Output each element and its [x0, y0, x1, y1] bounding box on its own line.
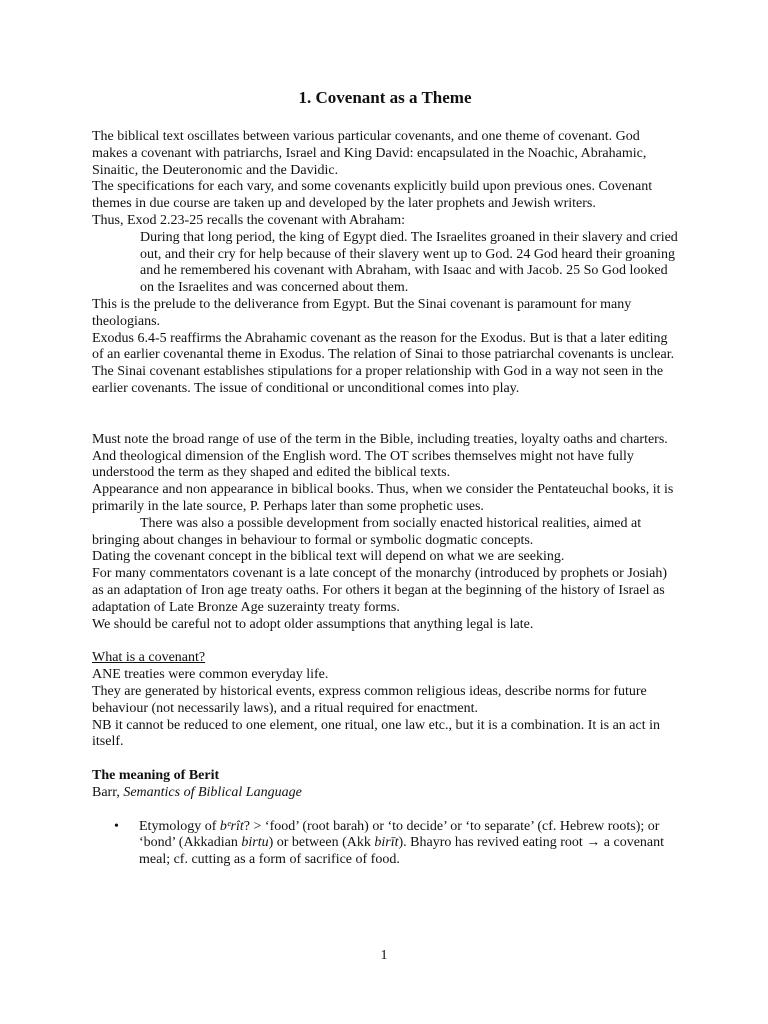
paragraph-generated: They are generated by historical events, express common religious ideas, describe norms for future behaviour (not necessarily laws), and a ritual required for enactment.	[92, 683, 647, 716]
list-text: Etymology of	[139, 818, 220, 834]
section-heading-what-is-covenant: What is a covenant?	[92, 650, 206, 666]
paragraph-exodus-intro: Thus, Exod 2.23-25 recalls the covenant with Abraham:	[92, 212, 405, 228]
akkadian-term: birtu	[241, 835, 269, 851]
paragraph-term-range: Must note the broad range of use of the term in the Bible, including treaties, loyalty oaths and charters. And theological dimension of the English word. The OT scribes themselves might not have fully understood the term as they shaped and edited the biblical texts.	[92, 431, 668, 481]
hebrew-term: bᵉrît	[219, 818, 244, 834]
page-number: 1	[380, 948, 388, 963]
paragraph-exodus-6: Exodus 6.4-5 reaffirms the Abrahamic covenant as the reason for the Exodus. But is that a later editing of an earlier covenantal theme in Exodus. The relation of Sinai to those patriarchal covenants is unclear. The Sinai covenant establishes stipulations for a proper relationship with God in a way not seen in the earlier covenants. The issue of conditional or unconditional comes into play.	[92, 330, 675, 396]
akkadian-term: birīt	[374, 835, 399, 851]
right-arrow-icon: →	[586, 835, 601, 851]
list-text: ) or between (Akk	[268, 835, 375, 851]
block-quote-exodus: During that long period, the king of Egypt died. The Israelites groaned in their slavery and cried out, and their cry for help because of their slavery went up to God. 24 God heard their groaning and he remembered his covenant with Abraham, with Isaac and with Jacob. 25 So God looked on the Israelites and was concerned about them.	[140, 229, 678, 296]
list-text: a covenant meal; cf. cutting as a form of sacrifice of food.	[139, 835, 665, 868]
citation-author: Barr,	[92, 784, 124, 800]
paragraph-appearance: Appearance and non appearance in biblical books. Thus, when we consider the Pentateuchal books, it is primarily in the late source, P. Perhaps later than some prophetic uses.	[92, 482, 674, 514]
page-title: 1. Covenant as a Theme	[298, 88, 472, 107]
paragraph-nb: NB it cannot be reduced to one element, one ritual, one law etc., but it is a combination. It is an act in itself.	[92, 717, 660, 750]
spacer	[92, 751, 678, 768]
bullet-icon: •	[114, 818, 119, 834]
citation	[92, 785, 678, 802]
paragraph-commentators: For many commentators covenant is a late concept of the monarchy (introduced by prophets or Josiah) as an adaptation of Iron age treaty oaths. For others it began at the beginning of the history of Israel as adaptation of Late Bronze Age suzerainty treaty forms.	[92, 566, 667, 615]
list-text: ). Bhayro has revived eating root	[398, 835, 587, 851]
paragraph-specifications: The specifications for each vary, and some covenants explicitly build upon previous ones. Covenant themes in due course are taken up and developed by the later prophets and Jewish writers.	[92, 179, 653, 212]
list-text: ? > ‘food’ (root barah) or ‘to decide’ or ‘to separate’ (cf. Hebrew roots); or ‘bond’ (Akkadian	[139, 818, 660, 851]
paragraph-caution: We should be careful not to adopt older assumptions that anything legal is late.	[92, 616, 534, 632]
paragraph-development: There was also a possible development from socially enacted historical realities, aimed at bringing about changes in behaviour to formal or symbolic dogmatic concepts.	[92, 515, 642, 548]
paragraph-ane-treaties: ANE treaties were common everyday life.	[92, 667, 329, 683]
bullet-list	[92, 819, 678, 869]
paragraph-prelude: This is the prelude to the deliverance from Egypt. But the Sinai covenant is paramount for many theologians.	[92, 296, 632, 329]
spacer	[92, 633, 678, 650]
paragraph-covenants-intro: The biblical text oscillates between various particular covenants, and one theme of covenant. God makes a covenant with patriarchs, Israel and King David: encapsulated in the Noachic, Abrahamic, Sinaitic, the Deuteronomic and the Davidic.	[92, 129, 647, 178]
spacer	[92, 398, 678, 432]
paragraph-dating: Dating the covenant concept in the biblical text will depend on what we are seeking.	[92, 549, 565, 565]
list-item	[92, 819, 678, 869]
section-heading-meaning-of-berit: The meaning of Berit	[92, 768, 220, 784]
page-content	[92, 88, 678, 869]
citation-title: Semantics of Biblical Language	[123, 784, 302, 800]
